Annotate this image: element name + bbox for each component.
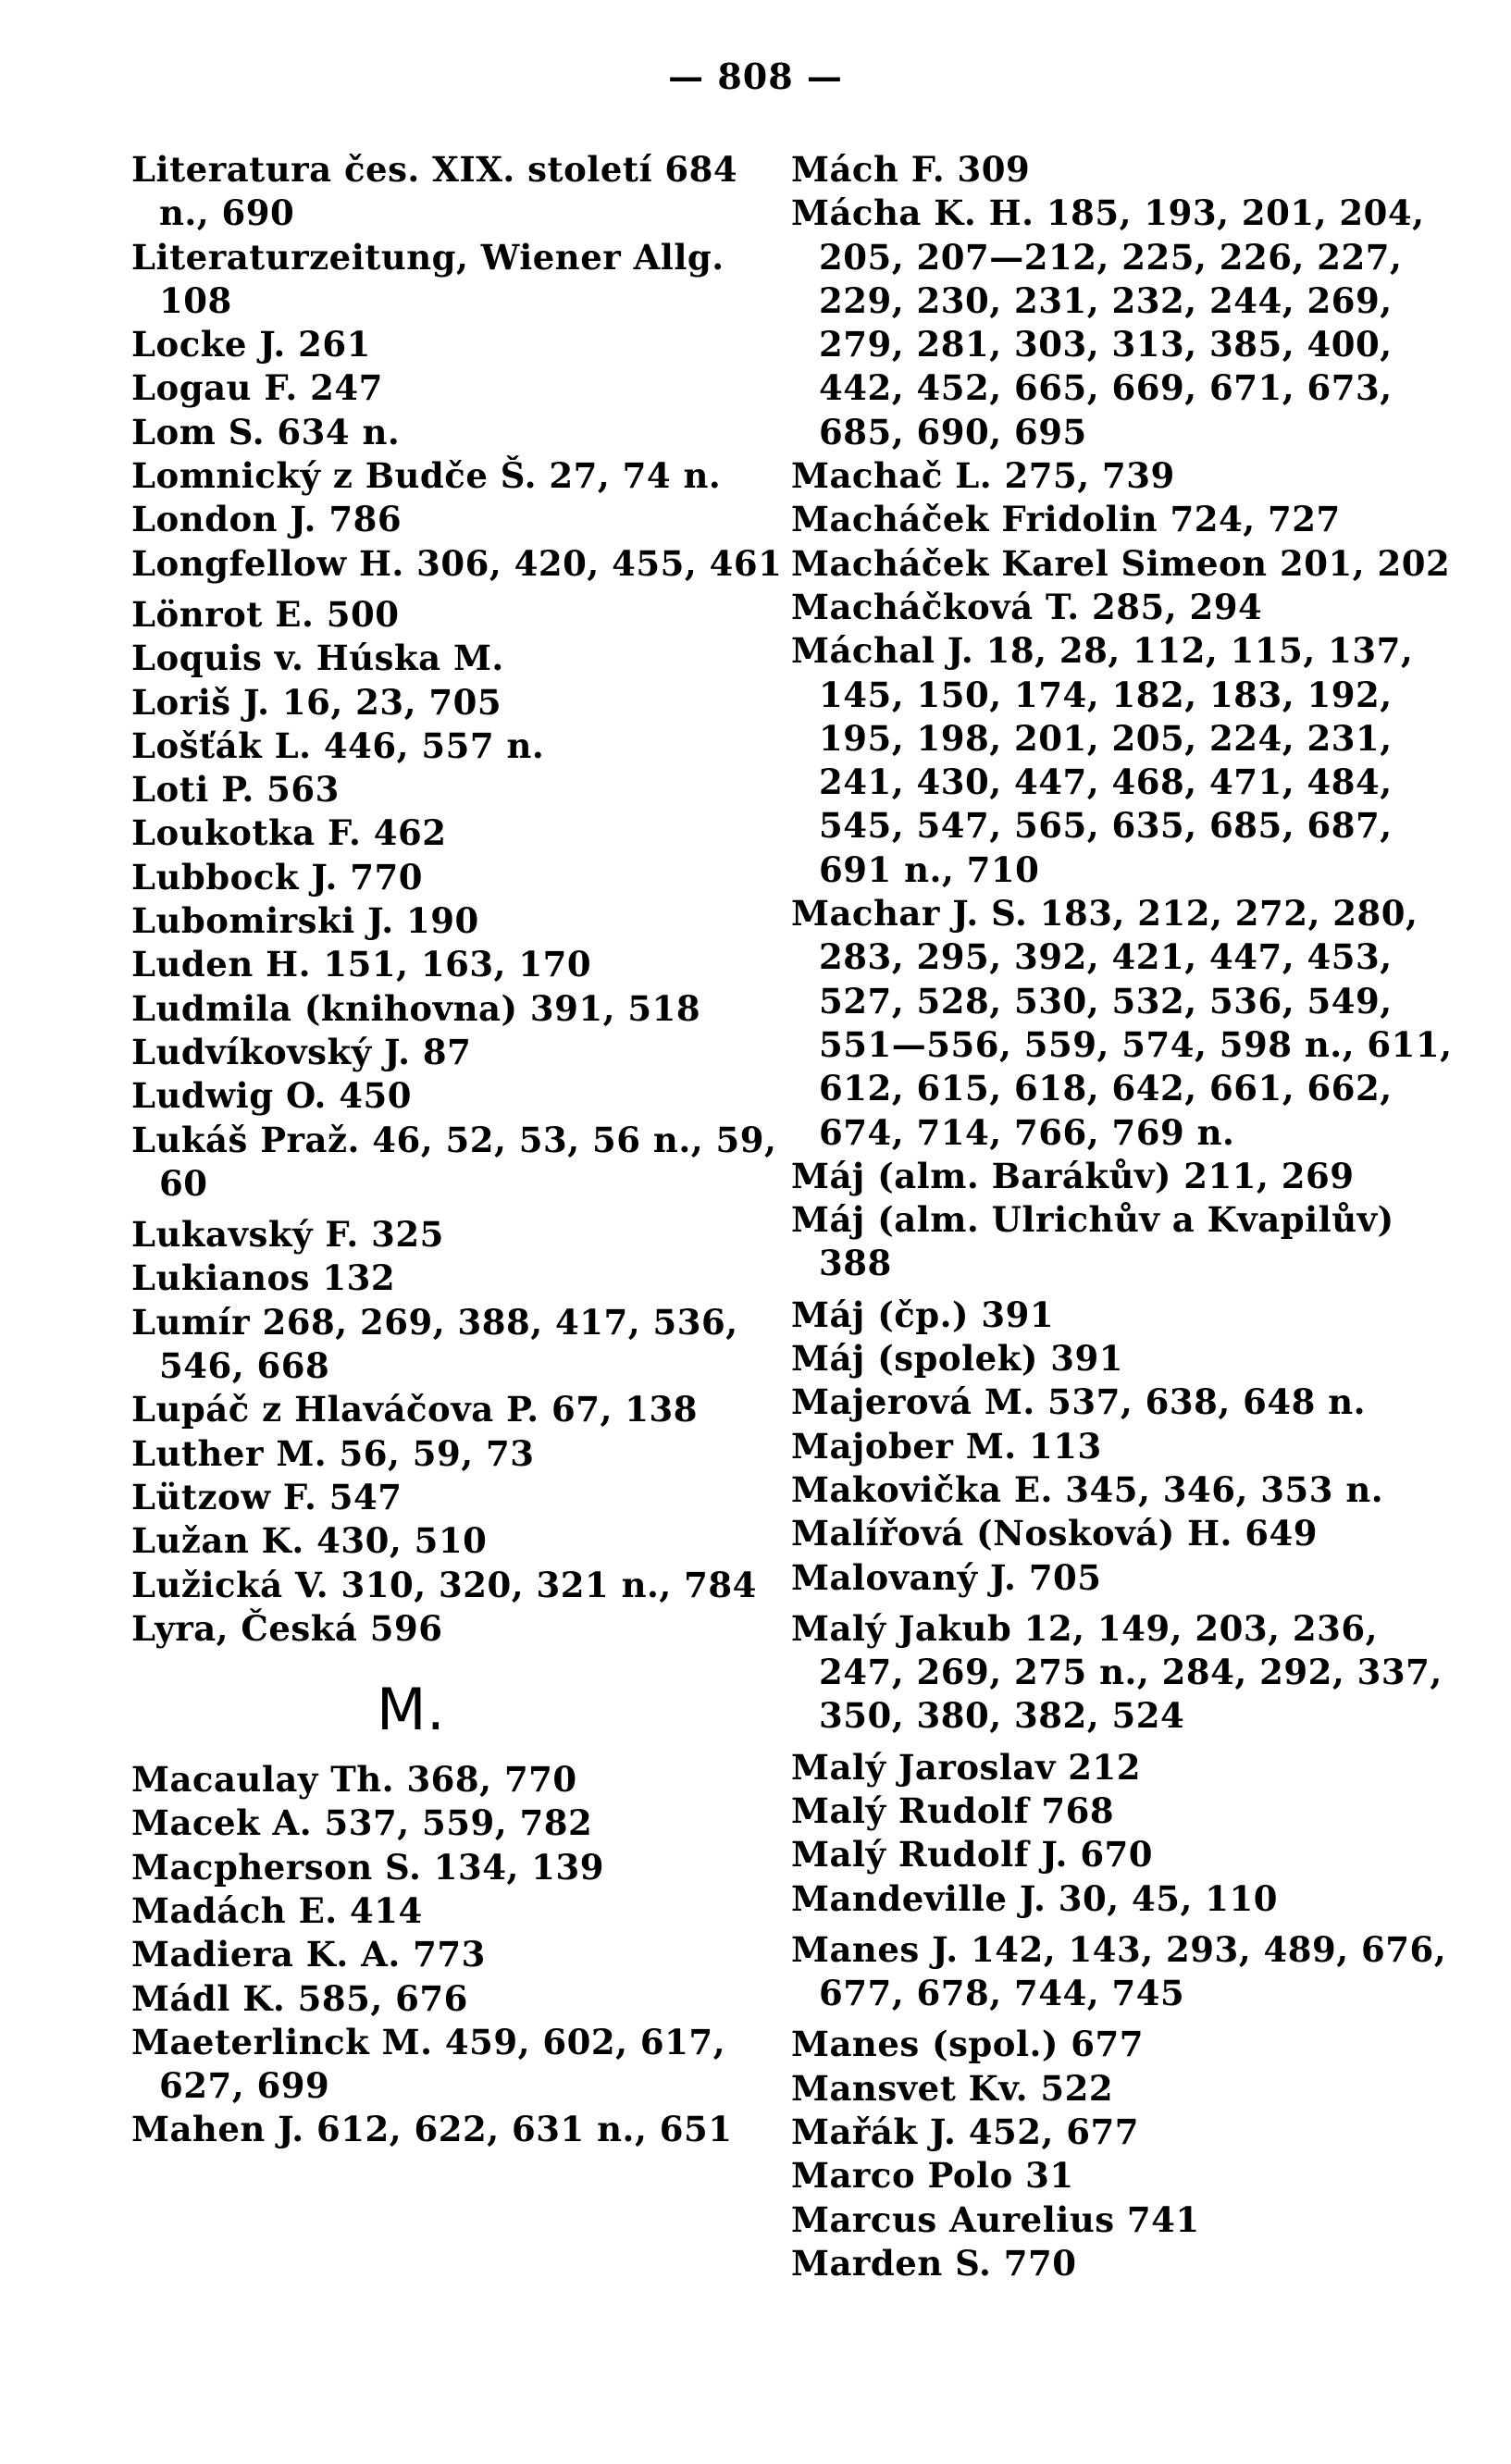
- index-entry: Loti P. 563: [131, 769, 340, 811]
- index-entry: Marden S. 770: [791, 2242, 1077, 2284]
- index-entry: Logau F. 247: [131, 367, 383, 409]
- index-entry: Lupáč z Hlaváčova P. 67, 138: [131, 1389, 699, 1430]
- index-entry: Mandeville J. 30, 45, 110: [791, 1877, 1278, 1919]
- index-entry: Máj (alm. Barákův) 211, 269: [791, 1155, 1355, 1196]
- index-entry: Mansvet Kv. 522: [791, 2067, 1114, 2109]
- index-entry: Malý Jakub 12, 149, 203, 236, 247, 269, 275 n., 284, 292, 337, 350, 380, 382, 524: [791, 1607, 1443, 1737]
- index-entry: Máj (spolek) 391: [791, 1338, 1123, 1380]
- index-entry: Makovička E. 345, 346, 353 n.: [791, 1468, 1384, 1510]
- index-entry: Lužická V. 310, 320, 321 n., 784: [131, 1564, 757, 1605]
- index-entry: Mahen J. 612, 622, 631 n., 651: [131, 2109, 733, 2150]
- index-entry: Literatura čes. XIX. století 684 n., 690: [131, 149, 738, 234]
- index-entry: Literaturzeitung, Wiener Allg. 108: [131, 236, 725, 321]
- index-entry: Lubbock J. 770: [131, 856, 424, 898]
- index-entry: Macpherson S. 134, 139: [131, 1846, 604, 1888]
- index-entry: Lukavský F. 325: [131, 1214, 444, 1256]
- index-entry: Machar J. S. 183, 212, 272, 280, 283, 295, 392, 421, 447, 453, 527, 528, 530, 532, 536, 549, 551—556, 559, 574, 598 n., 611, 612, 615, 618, 642, 661, 662, 674, 714, 766, 769 n.: [791, 893, 1453, 1153]
- index-entry: Locke J. 261: [131, 324, 371, 365]
- index-entry: Lubomirski J. 190: [131, 900, 479, 942]
- index-entry: Marcus Aurelius 741: [791, 2198, 1200, 2240]
- index-entry: Manes (spol.) 677: [791, 2024, 1145, 2065]
- left-column: [131, 148, 798, 2152]
- index-entry: Madách E. 414: [131, 1889, 423, 1931]
- index-entry: Longfellow H. 306, 420, 455, 461: [131, 542, 783, 584]
- index-entry: Lom S. 634 n.: [131, 411, 401, 452]
- section-letter-heading: M.: [377, 1676, 446, 1744]
- index-entry: Máj (alm. Ulrichův a Kvapilův) 388: [791, 1199, 1394, 1284]
- index-entry: Ludwig O. 450: [131, 1075, 413, 1117]
- index-entry: Majerová M. 537, 638, 648 n.: [791, 1381, 1366, 1423]
- index-entry: Macháček Fridolin 724, 727: [791, 499, 1341, 540]
- index-entry: Maeterlinck M. 459, 602, 617, 627, 699: [131, 2021, 725, 2107]
- index-entry: Malířová (Nosková) H. 649: [791, 1513, 1319, 1554]
- index-entry: Malovaný J. 705: [791, 1556, 1102, 1598]
- index-entry: Madiera K. A. 773: [131, 1934, 486, 1975]
- index-entry: Lyra, Česká 596: [131, 1607, 443, 1649]
- index-entry: Mách F. 309: [791, 149, 1031, 190]
- index-entry: Macháčková T. 285, 294: [791, 586, 1263, 627]
- page-number: — 808 —: [668, 56, 843, 97]
- index-entry: Lošťák L. 446, 557 n.: [131, 724, 545, 766]
- index-entry: Macháček Karel Simeon 201, 202: [791, 542, 1451, 584]
- index-entry: Malý Rudolf 768: [791, 1789, 1115, 1831]
- index-entry: Lumír 268, 269, 388, 417, 536, 546, 668: [131, 1301, 738, 1387]
- index-entry: Loriš J. 16, 23, 705: [131, 681, 502, 723]
- index-entry: Mácha K. H. 185, 193, 201, 204, 205, 207—212, 225, 226, 227, 229, 230, 231, 232, 244, 269, 279, 281, 303, 313, 385, 400, 442, 452, 665, 669, 671, 673, 685, 690, 695: [791, 192, 1425, 452]
- index-entry: Lomnický z Budče Š. 27, 74 n.: [131, 455, 722, 497]
- index-entry: Máchal J. 18, 28, 112, 115, 137, 145, 150, 174, 182, 183, 192, 195, 198, 201, 205, 224, 231, 241, 430, 447, 468, 471, 484, 545, 547, 565, 635, 685, 687, 691 n., 710: [791, 630, 1414, 890]
- index-entry: Mařák J. 452, 677: [791, 2111, 1140, 2153]
- index-entry: Mádl K. 585, 676: [131, 1977, 468, 2019]
- index-entry: Machač L. 275, 739: [791, 455, 1175, 497]
- index-entry: Luden H. 151, 163, 170: [131, 944, 592, 985]
- index-entry: Máj (čp.) 391: [791, 1294, 1055, 1335]
- index-entry: Marco Polo 31: [791, 2155, 1074, 2197]
- index-entry: Ludvíkovský J. 87: [131, 1031, 472, 1072]
- index-entry: Manes J. 142, 143, 293, 489, 676, 677, 678, 744, 745: [791, 1928, 1447, 2014]
- index-entry: Lukianos 132: [131, 1257, 396, 1299]
- index-entry: Malý Jaroslav 212: [791, 1746, 1141, 1788]
- index-entry: Majober M. 113: [791, 1425, 1102, 1467]
- index-entry: Luther M. 56, 59, 73: [131, 1432, 535, 1474]
- index-entry: Macaulay Th. 368, 770: [131, 1759, 577, 1801]
- index-entry: Lützow F. 547: [131, 1476, 403, 1517]
- index-entry: Loukotka F. 462: [131, 812, 447, 854]
- index-entry: Ludmila (knihovna) 391, 518: [131, 987, 701, 1029]
- index-entry: Lönrot E. 500: [131, 593, 400, 635]
- index-entry: London J. 786: [131, 499, 403, 540]
- index-entry: Lukáš Praž. 46, 52, 53, 56 n., 59, 60: [131, 1119, 777, 1204]
- right-column: [791, 148, 1457, 2285]
- index-entry: Malý Rudolf J. 670: [791, 1834, 1154, 1876]
- index-entry: Macek A. 537, 559, 782: [131, 1802, 593, 1844]
- index-entry: Lužan K. 430, 510: [131, 1520, 488, 1562]
- index-entry: Loquis v. Húska M.: [131, 638, 504, 679]
